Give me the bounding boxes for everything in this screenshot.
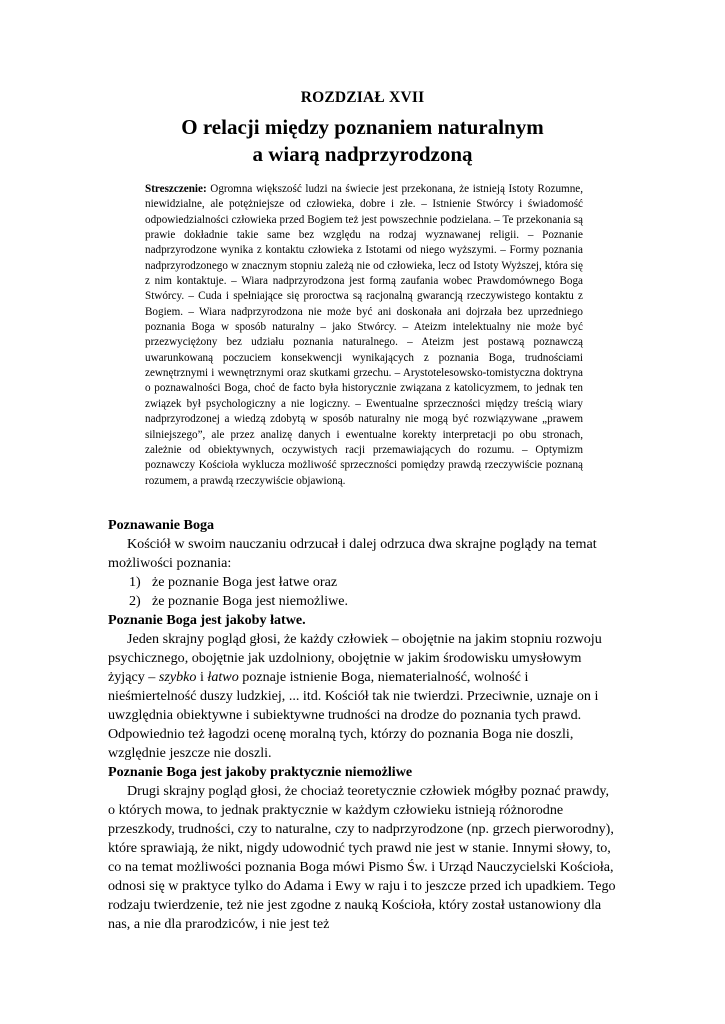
list-item-text: że poznanie Boga jest łatwe oraz: [152, 574, 338, 590]
section-heading-latwe: Poznanie Boga jest jakoby łatwe.: [108, 612, 306, 628]
paragraph-text: Jeden skrajny pogląd głosi, że każdy człowiek – obojętnie na jakim stopniu rozwoju psychicznego, obojętnie jak uzdolniony, obojętnie w jakim środowisku umysłowym żyjący –: [108, 631, 602, 685]
list-item-number: 2): [129, 593, 141, 609]
section-heading-niemozliwe: Poznanie Boga jest jakoby praktycznie niemożliwe: [108, 764, 413, 780]
body-text: [108, 516, 618, 934]
section-heading-poznawanie-boga: Poznawanie Boga: [108, 517, 215, 533]
paragraph-text: i: [196, 669, 208, 685]
paragraph-text: poznaje istnienie Boga, niematerialność, wolność i nieśmiertelność duszy ludzkiej, ... itd. Kościół tak nie twierdzi. Przeciwnie, uznaje on i uwzględnia obiektywne i subiektywne trudności na drodze do poznania tych prawd. Odpowiednio też łagodzi ocenę moralną tych, którzy do poznania Boga nie doszli, względnie jeszcze nie doszli.: [108, 669, 599, 761]
italic-text: łatwo: [207, 669, 239, 685]
paragraph: [108, 630, 618, 763]
paragraph: Drugi skrajny pogląd głosi, że chociaż teoretycznie człowiek mógłby poznać prawdy, o których mowa, to jednak praktycznie w każdym człowieku istnieją różnorodne przeszkody, trudności, czy to naturalne, czy to nadprzyrodzone (np. grzech pierworodny), które sprawiają, że nikt, nigdy udowodnić tych prawd nie jest w stanie. Innymi słowy, to, co na temat możliwości poznania Boga mówi Pismo Św. i Urząd Nauczycielski Kościoła, odnosi się w praktyce tylko do Adama i Ewy w raju i to jeszcze przed ich upadkiem. Tego rodzaju twierdzenie, też nie jest zgodne z nauką Kościoła, który został ustanowiony dla nas, a nie dla prarodziców, i nie jest też: [108, 783, 616, 932]
chapter-number: ROZDZIAŁ XVII: [300, 89, 425, 106]
abstract-label: Streszczenie:: [145, 183, 207, 195]
abstract-text: Ogromna większość ludzi na świecie jest przekonana, że istnieją Istoty Rozumne, niewidzialne, ale potężniejsze od człowieka, dobre i złe. – Istnienie Stwórcy i świadomość odpowiedzialności człowieka przed Bogiem też jest powszechnie podzielana. – Te przekonania są prawie dokładnie takie same bez względu na rodzaj wyznawanej religii. – Poznanie nadprzyrodzone wynika z kontaktu człowieka z Istotami od niego wyższymi. – Formy poznania nadprzyrodzonego w znacznym stopniu zależą nie od człowieka, lecz od Istoty Wyższej, która się z nim kontaktuje. – Wiara nadprzyrodzona jest formą zaufania wobec Prawdomównego Boga Stwórcy. – Cuda i spełniające się proroctwa są racjonalną gwarancją rzeczywistego kontaktu z Bogiem. – Wiara nadprzyrodzona nie może być ani doskonała ani dojrzała bez uprzedniego poznania Boga w sposób naturalny – jako Stwórcy. – Ateizm intelektualny nie może być przezwyciężony bez udziału poznania naturalnego. – Ateizm jest postawą poznawczą uwarunkowaną poczuciem konsekwencji wynikających z poznania Boga, trudnościami zewnętrznymi i wewnętrznymi oraz skutkami grzechu. – Arystotelesowsko-tomistyczna doktryna o poznawalności Boga, choć de facto była historycznie związana z katolicyzmem, to jednak ten związek był psychologiczny a nie logiczny. – Ewentualne sprzeczności między treścią wiary nadprzyrodzonej a wiedzą zdobytą w sposób naturalny nie mogą być rozwiązywane „prawem silniejszego”, ale przez analizę danych i ewentualne korekty interpretacji po obu stronach, zależnie od obiektywnych, oczywistych racji przemawiających do rozumu. – Optymizm poznawczy Kościoła wyklucza możliwość sprzeczności pomiędzy prawdą rzeczywiście poznaną rozumem, a prawdą rzeczywiście objawioną.: [145, 183, 583, 487]
list-item-number: 1): [129, 574, 141, 590]
numbered-list: [108, 573, 618, 611]
list-item: [108, 592, 618, 611]
chapter-title-line-1: O relacji między poznaniem naturalnym: [181, 115, 544, 139]
chapter-title: [0, 114, 725, 168]
chapter-title-line-2: a wiarą nadprzyrodzoną: [252, 142, 473, 166]
paragraph: Kościół w swoim nauczaniu odrzucał i dalej odrzuca dwa skrajne poglądy na temat możliwości poznania:: [108, 536, 597, 571]
list-item-text: że poznanie Boga jest niemożliwe.: [152, 593, 349, 609]
abstract: [145, 182, 583, 489]
italic-text: szybko: [158, 669, 197, 685]
list-item: [108, 573, 618, 592]
